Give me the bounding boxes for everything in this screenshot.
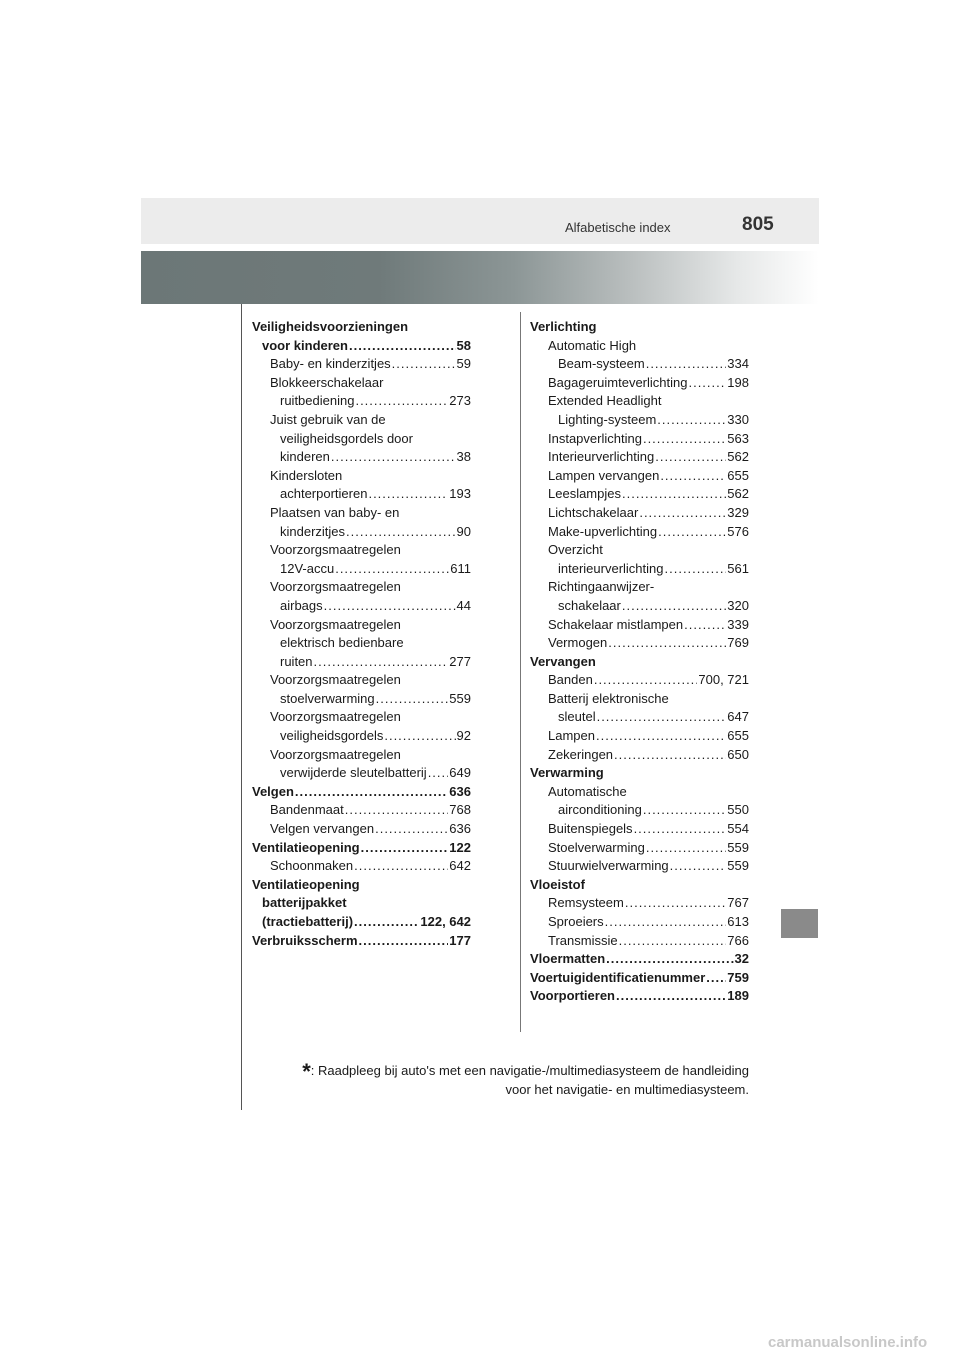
index-page-ref[interactable]: 559 xyxy=(449,690,471,706)
index-page-ref[interactable]: 611 xyxy=(450,560,471,576)
index-term: Lighting-systeem xyxy=(558,411,657,427)
index-term: 12V-accu xyxy=(280,560,335,576)
index-page-ref[interactable]: 122, 642 xyxy=(420,914,471,929)
index-term: Baby- en kinderzitjes xyxy=(270,356,391,372)
index-page-ref[interactable]: 177 xyxy=(449,932,471,948)
index-term: airbags xyxy=(280,597,323,613)
index-page-ref[interactable]: 320 xyxy=(727,597,749,613)
index-entry xyxy=(530,374,749,393)
header-band xyxy=(141,198,819,244)
index-column-right xyxy=(530,318,749,1006)
dot-leader xyxy=(594,671,698,690)
index-page-ref[interactable]: 559 xyxy=(727,858,749,874)
index-entry xyxy=(530,430,749,449)
dot-leader xyxy=(597,708,727,727)
index-heading: veiligheidsgordels door xyxy=(280,430,413,446)
index-page-ref[interactable]: 193 xyxy=(449,486,471,502)
section-banner xyxy=(141,251,819,304)
index-page-ref[interactable]: 198 xyxy=(727,374,749,390)
index-entry xyxy=(252,523,471,542)
index-page-ref[interactable]: 561 xyxy=(727,560,749,576)
index-page-ref[interactable]: 563 xyxy=(727,430,749,446)
dot-leader xyxy=(622,597,726,616)
dot-leader xyxy=(634,820,727,839)
index-entry xyxy=(252,764,471,783)
index-term: Sproeiers xyxy=(548,914,604,929)
footnote-line-1: *: Raadpleeg bij auto's met een navigatie-/multimediasysteem de handleiding xyxy=(302,1059,749,1084)
index-page-ref[interactable]: 700, 721 xyxy=(698,672,749,688)
index-page-ref[interactable]: 636 xyxy=(449,783,471,799)
dot-leader xyxy=(345,801,449,820)
left-margin-rule xyxy=(241,304,242,1110)
index-heading: Voorzorgsmaatregelen xyxy=(270,746,401,762)
index-term: sleutel xyxy=(558,709,596,725)
index-page-ref[interactable]: 273 xyxy=(449,393,471,409)
index-heading: Richtingaanwijzer- xyxy=(548,579,655,595)
index-page-ref[interactable]: 550 xyxy=(727,802,749,818)
index-heading: Juist gebruik van de xyxy=(270,411,386,427)
index-entry xyxy=(252,932,471,951)
dot-leader xyxy=(359,932,449,951)
index-term: Schoonmaken xyxy=(270,858,354,874)
index-term: stoelverwarming xyxy=(280,690,375,706)
index-heading: Overzicht xyxy=(548,542,603,558)
index-page-ref[interactable]: 576 xyxy=(727,523,749,539)
index-entry xyxy=(252,820,471,839)
index-term: Stoelverwarming xyxy=(548,839,645,855)
index-term: Remsysteem xyxy=(548,895,624,911)
dot-leader xyxy=(376,690,449,709)
index-page-ref[interactable]: 92 xyxy=(456,728,471,744)
index-entry xyxy=(530,820,749,839)
index-entry xyxy=(530,746,749,765)
index-entry xyxy=(530,411,749,430)
footnote-line-2: voor het navigatie- en multimediasysteem. xyxy=(505,1082,749,1097)
index-page-ref[interactable]: 329 xyxy=(727,504,749,520)
index-term: Schakelaar mistlampen xyxy=(548,616,684,632)
dot-leader xyxy=(375,820,448,839)
index-heading: Voorzorgsmaatregelen xyxy=(270,579,401,595)
index-entry xyxy=(252,839,471,858)
index-heading: Automatische xyxy=(548,783,627,799)
dot-leader xyxy=(346,523,456,542)
index-page-ref[interactable]: 562 xyxy=(727,486,749,502)
index-page-ref[interactable]: 647 xyxy=(727,709,749,725)
index-page-ref[interactable]: 768 xyxy=(449,802,471,818)
footnote-marker: * xyxy=(302,1059,311,1084)
index-page-ref[interactable]: 90 xyxy=(456,523,471,539)
page-number: 805 xyxy=(742,214,774,235)
index-term: ruiten xyxy=(280,653,313,669)
footnote xyxy=(240,1059,749,1099)
index-term: Lampen xyxy=(548,728,595,744)
index-heading: Vloeistof xyxy=(530,876,585,892)
index-heading: Veiligheidsvoorzieningen xyxy=(252,319,409,334)
dot-leader xyxy=(622,485,726,504)
watermark: carmanualsonline.info xyxy=(768,1334,928,1351)
index-page-ref[interactable]: 330 xyxy=(727,411,749,427)
dot-leader xyxy=(392,355,456,374)
column-divider xyxy=(520,312,521,1032)
header-title: Alfabetische index xyxy=(565,220,671,235)
index-heading: Automatic High xyxy=(548,337,637,353)
index-term: kinderen xyxy=(280,449,330,465)
index-entry xyxy=(252,783,471,802)
dot-leader xyxy=(655,448,726,467)
index-term: Ventilatieopening xyxy=(252,839,360,855)
dot-leader xyxy=(608,634,726,653)
index-page-ref[interactable]: 655 xyxy=(727,467,749,483)
index-page-ref[interactable]: 613 xyxy=(727,914,749,929)
index-term: ruitbediening xyxy=(280,393,355,409)
dot-leader xyxy=(625,894,726,913)
index-term: schakelaar xyxy=(558,597,621,613)
index-entry xyxy=(252,485,471,504)
dot-leader xyxy=(324,597,456,616)
index-term: Banden xyxy=(548,672,593,688)
index-page-ref[interactable]: 559 xyxy=(727,839,749,855)
dot-leader xyxy=(335,560,449,579)
index-entry xyxy=(530,913,749,932)
dot-leader xyxy=(314,653,449,672)
dot-leader xyxy=(646,839,726,858)
index-page-ref[interactable]: 562 xyxy=(727,449,749,465)
index-heading: batterijpakket xyxy=(262,895,347,911)
dot-leader xyxy=(384,727,455,746)
index-heading: Voorzorgsmaatregelen xyxy=(270,709,401,725)
index-heading: Blokkeerschakelaar xyxy=(270,374,384,390)
index-heading: Voorzorgsmaatregelen xyxy=(270,672,401,688)
dot-leader xyxy=(368,485,448,504)
index-heading: Batterij elektronische xyxy=(548,690,669,706)
index-entry xyxy=(252,337,471,356)
index-entry xyxy=(252,448,471,467)
index-entry xyxy=(530,950,749,969)
index-page-ref[interactable]: 649 xyxy=(449,765,471,781)
dot-leader xyxy=(706,969,726,988)
index-page-ref[interactable]: 759 xyxy=(727,969,749,985)
dot-leader xyxy=(688,374,726,393)
index-heading: Verwarming xyxy=(530,765,604,781)
index-entry xyxy=(530,987,749,1006)
index-page-ref[interactable]: 122 xyxy=(449,839,471,855)
index-entry xyxy=(252,857,471,876)
index-page-ref[interactable]: 277 xyxy=(449,653,471,669)
index-term: Voorportieren xyxy=(530,988,615,1004)
index-term: verwijderde sleutelbatterij xyxy=(280,765,427,781)
index-term: Transmissie xyxy=(548,932,618,948)
index-page-ref[interactable]: 636 xyxy=(449,821,471,837)
dot-leader xyxy=(660,467,726,486)
index-term: Verbruiksscherm xyxy=(252,932,358,948)
index-entry xyxy=(530,671,749,690)
index-heading: Plaatsen van baby- en xyxy=(270,504,400,520)
index-column-left xyxy=(252,318,471,950)
dot-leader xyxy=(428,764,449,783)
index-term: interieurverlichting xyxy=(558,560,664,576)
index-term: (tractiebatterij) xyxy=(262,914,354,929)
index-page-ref[interactable]: 38 xyxy=(456,449,471,465)
index-entry xyxy=(530,801,749,820)
index-page-ref[interactable]: 334 xyxy=(727,356,749,372)
index-entry xyxy=(530,467,749,486)
index-entry xyxy=(252,801,471,820)
index-entry xyxy=(530,708,749,727)
index-heading: Extended Headlight xyxy=(548,393,662,409)
index-term: Beam-systeem xyxy=(558,356,645,372)
index-entry xyxy=(530,894,749,913)
index-term: Buitenspiegels xyxy=(548,821,633,837)
index-entry xyxy=(530,523,749,542)
dot-leader xyxy=(349,337,456,356)
index-term: Instapverlichting xyxy=(548,430,642,446)
index-entry xyxy=(530,839,749,858)
index-term: Bagageruimteverlichting xyxy=(548,374,688,390)
index-entry xyxy=(252,597,471,616)
index-entry xyxy=(530,560,749,579)
dot-leader xyxy=(606,950,733,969)
index-entry xyxy=(252,690,471,709)
index-page-ref[interactable]: 767 xyxy=(727,895,749,911)
index-entry xyxy=(530,857,749,876)
dot-leader xyxy=(361,839,449,858)
index-term: Lichtschakelaar xyxy=(548,504,639,520)
dot-leader xyxy=(670,857,727,876)
index-term: veiligheidsgordels xyxy=(280,728,384,744)
index-page-ref[interactable]: 554 xyxy=(727,821,749,837)
dot-leader xyxy=(605,913,727,932)
index-entry xyxy=(252,653,471,672)
dot-leader xyxy=(616,987,726,1006)
index-term: Zekeringen xyxy=(548,746,614,762)
index-entry xyxy=(252,560,471,579)
index-term: Velgen vervangen xyxy=(270,821,375,837)
index-entry xyxy=(530,634,749,653)
dot-leader xyxy=(596,727,726,746)
section-thumb-tab[interactable] xyxy=(781,909,818,938)
index-term: achterportieren xyxy=(280,486,368,502)
index-term: Voertuigidentificatienummer xyxy=(530,969,706,985)
dot-leader xyxy=(684,616,726,635)
index-term: airconditioning xyxy=(558,802,642,818)
dot-leader xyxy=(354,913,419,932)
dot-leader xyxy=(614,746,726,765)
index-page-ref[interactable]: 59 xyxy=(456,356,471,372)
index-page-ref[interactable]: 44 xyxy=(456,597,471,613)
index-heading: Vervangen xyxy=(530,653,596,669)
index-term: Leeslampjes xyxy=(548,486,621,502)
index-entry xyxy=(530,616,749,635)
index-term: Lampen vervangen xyxy=(548,467,660,483)
index-heading: Voorzorgsmaatregelen xyxy=(270,616,401,632)
dot-leader xyxy=(657,411,726,430)
index-page-ref[interactable]: 189 xyxy=(727,988,749,1004)
index-page-ref[interactable]: 769 xyxy=(727,635,749,651)
dot-leader xyxy=(643,801,726,820)
dot-leader xyxy=(643,430,726,449)
index-term: Velgen xyxy=(252,783,294,799)
index-entry xyxy=(530,597,749,616)
index-entry xyxy=(252,392,471,411)
index-term: Interieurverlichting xyxy=(548,449,655,465)
dot-leader xyxy=(658,523,726,542)
index-entry xyxy=(530,932,749,951)
index-term: kinderzitjes xyxy=(280,523,346,539)
index-page-ref[interactable]: 766 xyxy=(727,932,749,948)
dot-leader xyxy=(295,783,448,802)
index-entry xyxy=(252,727,471,746)
index-page-ref[interactable]: 339 xyxy=(727,616,749,632)
index-entry xyxy=(530,355,749,374)
index-entry xyxy=(530,504,749,523)
dot-leader xyxy=(619,932,727,951)
index-entry xyxy=(530,448,749,467)
index-page-ref[interactable]: 650 xyxy=(727,746,749,762)
dot-leader xyxy=(665,560,727,579)
index-term: Vermogen xyxy=(548,635,608,651)
index-page-ref[interactable]: 642 xyxy=(449,858,471,874)
index-term: voor kinderen xyxy=(262,337,348,353)
index-term: Bandenmaat xyxy=(270,802,344,818)
dot-leader xyxy=(355,392,448,411)
dot-leader xyxy=(354,857,448,876)
index-term: Vloermatten xyxy=(530,951,606,967)
index-heading: Kindersloten xyxy=(270,467,343,483)
index-entry xyxy=(530,969,749,988)
index-heading: Ventilatieopening xyxy=(252,876,360,892)
index-page-ref[interactable]: 32 xyxy=(734,951,749,967)
dot-leader xyxy=(331,448,456,467)
index-heading: Voorzorgsmaatregelen xyxy=(270,542,401,558)
index-heading: Verlichting xyxy=(530,319,597,334)
dot-leader xyxy=(639,504,726,523)
dot-leader xyxy=(646,355,727,374)
index-entry xyxy=(530,485,749,504)
index-page-ref[interactable]: 58 xyxy=(456,337,471,353)
index-term: Make-upverlichting xyxy=(548,523,658,539)
index-entry xyxy=(252,355,471,374)
index-heading: elektrisch bedienbare xyxy=(280,635,404,651)
index-page-ref[interactable]: 655 xyxy=(727,728,749,744)
index-entry xyxy=(252,913,471,932)
index-term: Stuurwielverwarming xyxy=(548,858,669,874)
index-entry xyxy=(530,727,749,746)
